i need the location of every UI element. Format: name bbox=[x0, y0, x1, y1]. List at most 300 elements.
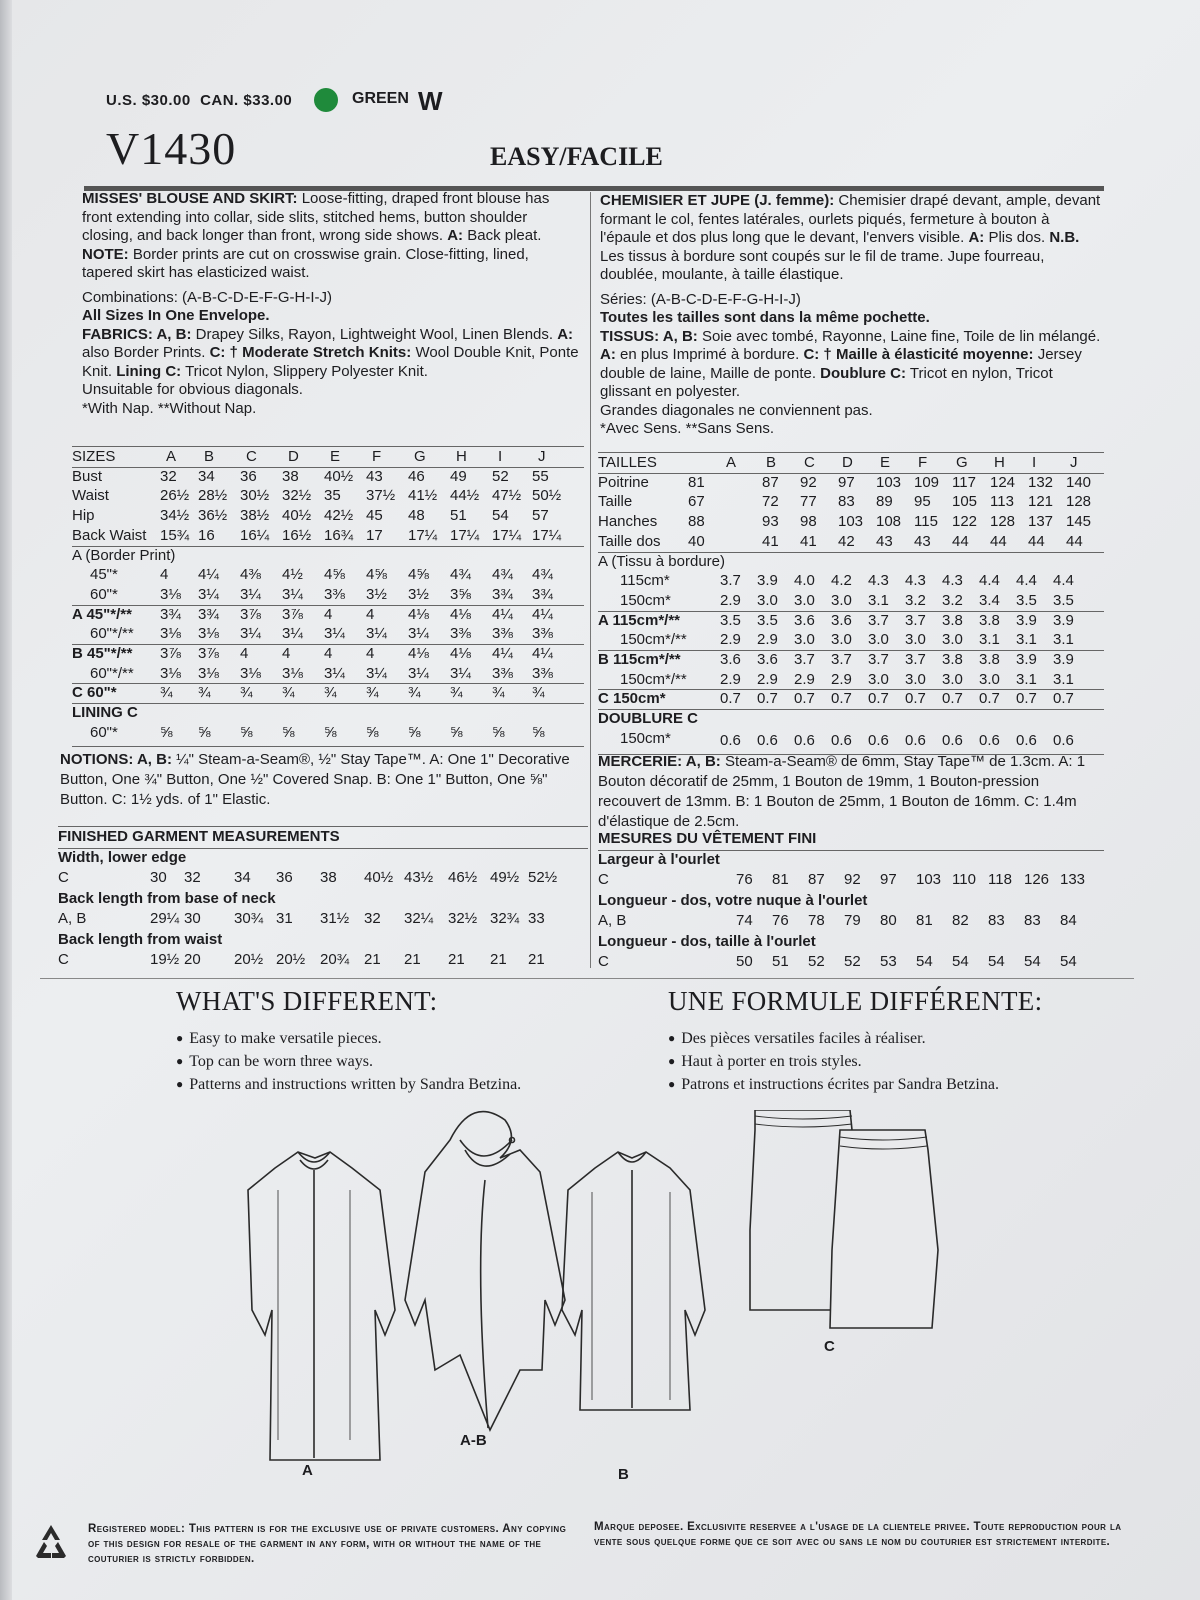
measure-value: 122 bbox=[952, 513, 978, 531]
yardage-value: 3⅛ bbox=[240, 664, 261, 682]
measure-value: 32½ bbox=[282, 487, 312, 505]
yardage-value: ¾ bbox=[366, 684, 379, 702]
yardage-value: 4⅝ bbox=[324, 566, 345, 584]
yardage-value: 4½ bbox=[282, 566, 303, 584]
yardage-value: 4 bbox=[324, 645, 333, 662]
meter-value: 2.9 bbox=[794, 670, 815, 688]
measure-value: 46 bbox=[408, 467, 425, 485]
measure-value: 57 bbox=[532, 507, 549, 525]
en-fabrics-a: A: bbox=[557, 325, 574, 343]
lining-yardage-value: ⅝ bbox=[532, 723, 545, 741]
english-size-table bbox=[72, 448, 584, 748]
measure-label: Hip bbox=[72, 507, 95, 525]
yardage-value: 3⅛ bbox=[160, 585, 181, 603]
meter-value: 4.3 bbox=[942, 572, 963, 590]
measure-label: Bust bbox=[72, 467, 103, 485]
yardage-value: 3¼ bbox=[450, 664, 471, 682]
yardage-value: 4⅛ bbox=[408, 645, 429, 662]
size-letter: B bbox=[766, 454, 777, 471]
meter-label: 115cm* bbox=[620, 572, 670, 590]
size-letter: F bbox=[918, 454, 928, 471]
meter-label: 150cm* bbox=[620, 591, 671, 609]
finished-row-label: C bbox=[598, 953, 609, 970]
finished-value: 32 bbox=[364, 910, 381, 927]
section-rule bbox=[40, 978, 1134, 979]
difficulty-label: EASY/FACILE bbox=[490, 142, 663, 171]
measure-value: 72 bbox=[762, 493, 779, 511]
finished-value: 20½ bbox=[234, 951, 264, 968]
yardage-value: 4¼ bbox=[198, 566, 219, 584]
measure-value: 17¼ bbox=[492, 526, 522, 544]
en-fabrics-3: Wool Double Knit, Ponte Knit. bbox=[82, 344, 579, 380]
yardage-value: 3⅛ bbox=[198, 625, 219, 643]
table-rule bbox=[58, 826, 588, 827]
finished-value: 38 bbox=[320, 869, 337, 886]
fr-tissus-3: Jersey double de laine, Maille de ponte. bbox=[600, 346, 1082, 382]
meter-value: 4.3 bbox=[868, 572, 889, 590]
measure-value: 128 bbox=[990, 513, 1016, 531]
meter-label: C 150cm* bbox=[598, 690, 666, 708]
finished-value: 87 bbox=[808, 871, 825, 888]
measure-value: 17¼ bbox=[450, 526, 480, 544]
doublure-meter-value: 0.6 bbox=[868, 731, 889, 749]
meter-value: 0.7 bbox=[757, 690, 778, 708]
yardage-value: 3⅝ bbox=[450, 585, 471, 603]
french-size-table bbox=[598, 454, 1104, 754]
yardage-value: 4¾ bbox=[450, 566, 471, 584]
yardage-value: 4 bbox=[324, 605, 333, 623]
meter-value: 3.7 bbox=[794, 651, 815, 668]
measure-value: 95 bbox=[914, 493, 931, 511]
measure-value: 124 bbox=[990, 473, 1016, 491]
en-title: MISSES' BLOUSE AND SKIRT: bbox=[82, 190, 298, 207]
fr-nb-label: N.B. bbox=[1049, 229, 1080, 246]
yardage-value: 3¼ bbox=[282, 625, 303, 643]
finished-value: 32¼ bbox=[404, 910, 434, 927]
finished-value: 21 bbox=[490, 951, 507, 968]
fr-nap: *Avec Sens. **Sans Sens. bbox=[600, 420, 774, 437]
finished-value: 84 bbox=[1060, 912, 1077, 929]
en-fabrics-label: FABRICS: A, B: bbox=[82, 325, 192, 343]
table-rule bbox=[72, 746, 584, 747]
measure-value: 109 bbox=[914, 473, 940, 491]
yardage-value: 3¼ bbox=[198, 585, 219, 603]
en-a-desc: Back pleat. bbox=[467, 227, 542, 244]
measure-value: 97 bbox=[838, 473, 855, 491]
en-combinations: Combinations: (A-B-C-D-E-F-G-H-I-J) bbox=[82, 288, 333, 306]
view-a-label: A bbox=[302, 1462, 313, 1479]
meter-value: 0.7 bbox=[942, 690, 963, 708]
meter-value: 3.9 bbox=[1053, 611, 1074, 629]
view-c-illustration bbox=[750, 1110, 938, 1328]
finished-title: FINISHED GARMENT MEASUREMENTS bbox=[58, 828, 340, 845]
finished-value: 54 bbox=[1060, 953, 1077, 970]
yardage-label: C 60"* bbox=[72, 684, 117, 702]
meter-value: 3.7 bbox=[905, 651, 926, 668]
yardage-label: 45"* bbox=[90, 566, 118, 584]
meter-value: 3.7 bbox=[868, 611, 889, 629]
finished-value: 52 bbox=[844, 953, 861, 970]
doublure-meter-value: 0.6 bbox=[720, 731, 741, 749]
measure-value: 34½ bbox=[160, 507, 190, 525]
size-letter: B bbox=[204, 448, 215, 465]
meter-value: 2.9 bbox=[720, 670, 741, 688]
footer-french: Marque deposee. Exclusivite reservee a l'usage de la clientele privee. Toute reproduction pour la vente sous quelque forme que ce soit avec ou sans le nom du couturier est strictement interdite. bbox=[594, 1521, 1122, 1548]
lining-yardage-value: ⅝ bbox=[324, 723, 337, 741]
finished-value: 30¾ bbox=[234, 910, 264, 927]
measure-value: 47½ bbox=[492, 487, 522, 505]
lining-yardage-value: ⅝ bbox=[408, 723, 421, 741]
meter-value: 0.7 bbox=[868, 690, 889, 708]
measure-value: 117 bbox=[952, 473, 976, 491]
yardage-value: ¾ bbox=[532, 684, 545, 702]
meter-value: 0.7 bbox=[720, 690, 741, 708]
measure-value: 17¼ bbox=[408, 526, 438, 544]
yardage-value: 3¼ bbox=[240, 625, 261, 643]
measure-value: 145 bbox=[1066, 513, 1092, 531]
yardage-value: 3¼ bbox=[408, 625, 429, 643]
view-a-illustration bbox=[248, 1152, 395, 1460]
measure-value: 92 bbox=[800, 473, 817, 491]
measure-value: 87 bbox=[762, 473, 779, 491]
en-note: Border prints are cut on crosswise grain. Close-fitting, lined, tapered skirt has elasticized waist. bbox=[82, 245, 529, 281]
measure-value: 128 bbox=[1066, 493, 1092, 511]
measure-value: 43 bbox=[876, 532, 893, 550]
finished-value: 80 bbox=[880, 912, 897, 929]
en-fabrics: Drapey Silks, Rayon, Lightweight Wool, Linen Blends. bbox=[195, 325, 554, 343]
category-letter: W bbox=[418, 86, 443, 116]
meter-value: 4.4 bbox=[1016, 572, 1037, 590]
meter-label: 150cm*/** bbox=[620, 631, 687, 649]
recycle-icon bbox=[28, 1520, 74, 1566]
finished-subtitle: Back length from waist bbox=[58, 930, 223, 948]
finished-subtitle: Largeur à l'ourlet bbox=[598, 850, 720, 868]
measure-value: 55 bbox=[532, 467, 549, 485]
finished-value: 32 bbox=[184, 869, 201, 886]
border-print-label: A (Tissu à bordure) bbox=[598, 552, 725, 570]
une-formule-title: UNE FORMULE DIFFÉRENTE: bbox=[668, 986, 1043, 1016]
whats-different-title: WHAT'S DIFFERENT: bbox=[176, 986, 438, 1016]
meter-value: 3.1 bbox=[1016, 670, 1037, 688]
une-formule-item: ● Des pièces versatiles faciles à réaliser. bbox=[668, 1027, 1128, 1050]
measure-value: 52 bbox=[492, 467, 509, 485]
lining-yardage-value: ⅝ bbox=[492, 723, 505, 741]
size-letter: G bbox=[414, 448, 426, 465]
finished-value: 83 bbox=[1024, 912, 1041, 929]
yardage-value: 3⅜ bbox=[324, 585, 345, 603]
fr-nb: Les tissus à bordure sont coupés sur le fil de trame. Jupe fourreau, doublée, moulante, à taille élastique. bbox=[600, 247, 1045, 283]
measure-value: 43 bbox=[366, 467, 383, 485]
measure-value: 88 bbox=[688, 513, 705, 531]
meter-value: 3.0 bbox=[905, 670, 926, 688]
yardage-label: 60"*/** bbox=[90, 625, 134, 643]
finished-subtitle: Longueur - dos, votre nuque à l'ourlet bbox=[598, 891, 868, 909]
fr-doublure-label: Doublure C: bbox=[820, 364, 906, 382]
yardage-value: 4⅛ bbox=[450, 645, 471, 662]
meter-value: 0.7 bbox=[1053, 690, 1074, 708]
yardage-value: 3¾ bbox=[492, 585, 513, 603]
meter-value: 4.3 bbox=[905, 572, 926, 590]
envelope-edge bbox=[0, 0, 12, 1600]
meter-value: 2.9 bbox=[720, 631, 741, 649]
yardage-value: 4¼ bbox=[492, 605, 513, 623]
meter-value: 3.8 bbox=[979, 651, 1000, 668]
finished-subtitle: Longueur - dos, taille à l'ourlet bbox=[598, 932, 816, 950]
yardage-value: 4¾ bbox=[532, 566, 553, 584]
size-letter: C bbox=[246, 448, 257, 465]
yardage-value: ¾ bbox=[198, 684, 211, 702]
measure-value: 30½ bbox=[240, 487, 270, 505]
measure-value: 44 bbox=[990, 532, 1007, 550]
fr-tissus-2: en plus Imprimé à bordure. bbox=[620, 346, 800, 363]
yardage-value: 4 bbox=[160, 566, 169, 584]
finished-value: 19½ bbox=[150, 951, 180, 968]
measure-label: Back Waist bbox=[72, 526, 147, 544]
finished-value: 21 bbox=[364, 951, 381, 968]
meter-value: 3.7 bbox=[868, 651, 889, 668]
fr-mercerie-label: MERCERIE: A, B: bbox=[598, 753, 721, 770]
en-lining-label: Lining C: bbox=[116, 362, 182, 380]
size-letter: I bbox=[498, 448, 503, 465]
meter-value: 0.7 bbox=[794, 690, 815, 708]
yardage-value: 3¼ bbox=[408, 664, 429, 682]
meter-value: 3.5 bbox=[1016, 591, 1037, 609]
yardage-value: 4⅛ bbox=[450, 605, 471, 623]
en-fabrics-2: also Border Prints. bbox=[82, 344, 206, 361]
yardage-value: 4¼ bbox=[492, 645, 513, 662]
meter-value: 3.5 bbox=[757, 611, 778, 629]
whats-different bbox=[176, 986, 636, 1096]
doublure-meter-value: 0.6 bbox=[831, 731, 852, 749]
measure-value: 17 bbox=[366, 526, 383, 544]
doublure-meter-value: 0.6 bbox=[757, 731, 778, 749]
finished-value: 20½ bbox=[276, 951, 306, 968]
fr-a-label: A: bbox=[968, 229, 985, 246]
french-notions bbox=[598, 752, 1104, 832]
measure-value: 43 bbox=[914, 532, 931, 550]
finished-value: 92 bbox=[844, 871, 861, 888]
meter-value: 3.7 bbox=[720, 572, 741, 590]
meter-value: 3.9 bbox=[757, 572, 778, 590]
measure-value: 17¼ bbox=[532, 526, 562, 544]
english-finished-measurements bbox=[58, 828, 588, 978]
measure-value: 108 bbox=[876, 513, 902, 531]
en-notions: ¼" Steam-a-Seam®, ½" Stay Tape™. A: One 1" Decorative Button, One ¾" Button, One ½" Covered Snap. B: One 1" Button, One ⅝" Button. C: 1½ yds. of 1" Elastic. bbox=[60, 751, 570, 808]
doublure-meter-value: 0.6 bbox=[794, 731, 815, 749]
yardage-value: 3⅜ bbox=[532, 664, 553, 682]
size-letter: G bbox=[956, 454, 968, 471]
yardage-value: 3⅛ bbox=[282, 664, 303, 682]
measure-value: 113 bbox=[990, 493, 1014, 511]
color-dot-icon bbox=[314, 88, 338, 112]
yardage-value: ¾ bbox=[492, 684, 505, 702]
size-letter: A bbox=[726, 454, 737, 471]
finished-value: 52 bbox=[808, 953, 825, 970]
en-lining: Tricot Nylon, Slippery Polyester Knit. bbox=[185, 362, 428, 380]
en-note-label: NOTE: bbox=[82, 245, 129, 263]
lining-yardage-value: ⅝ bbox=[366, 723, 379, 741]
measure-value: 51 bbox=[450, 507, 467, 525]
finished-value: 32¾ bbox=[490, 910, 520, 927]
measure-value: 89 bbox=[876, 493, 893, 511]
finished-value: 97 bbox=[880, 871, 897, 888]
finished-value: 82 bbox=[952, 912, 969, 929]
fr-all-sizes: Toutes les tailles sont dans la même pochette. bbox=[600, 309, 930, 326]
finished-value: 29¼ bbox=[150, 910, 180, 927]
une-formule-item: ● Haut à porter en trois styles. bbox=[668, 1050, 1128, 1073]
meter-label: A 115cm*/** bbox=[598, 611, 681, 629]
measure-value: 38 bbox=[282, 467, 299, 485]
finished-value: 46½ bbox=[448, 869, 478, 886]
yardage-value: 3⅞ bbox=[198, 645, 219, 662]
measure-label: Taille dos bbox=[598, 532, 661, 550]
meter-value: 3.0 bbox=[868, 631, 889, 649]
yardage-value: 3½ bbox=[366, 585, 387, 603]
yardage-value: 3⅞ bbox=[160, 645, 181, 662]
size-letter: J bbox=[538, 448, 546, 465]
en-desc: Loose-fitting, draped front blouse has front extending into collar, side slits, stitched hems, button shoulder closing, and back longer than front, wrong side shows. bbox=[82, 190, 550, 244]
meter-value: 3.6 bbox=[757, 651, 778, 668]
yardage-value: 3¼ bbox=[324, 625, 345, 643]
meter-value: 3.1 bbox=[868, 591, 889, 609]
measure-value: 44 bbox=[1028, 532, 1045, 550]
price-line bbox=[106, 92, 292, 109]
finished-value: 30 bbox=[184, 910, 201, 927]
finished-row-label: A, B bbox=[598, 912, 627, 929]
yardage-value: 4¼ bbox=[532, 645, 553, 662]
doublure-meter-value: 0.6 bbox=[905, 731, 926, 749]
yardage-value: 4¼ bbox=[532, 605, 553, 623]
meter-value: 3.0 bbox=[757, 591, 778, 609]
yardage-value: 3⅞ bbox=[240, 605, 261, 623]
finished-subtitle: Back length from base of neck bbox=[58, 889, 276, 907]
yardage-value: ¾ bbox=[282, 684, 295, 702]
measure-label: Hanches bbox=[598, 513, 658, 531]
meter-value: 3.8 bbox=[942, 611, 963, 629]
meter-value: 2.9 bbox=[831, 670, 852, 688]
finished-title: MESURES DU VÊTEMENT FINI bbox=[598, 830, 817, 847]
sizes-header: TAILLES bbox=[598, 454, 657, 471]
finished-value: 50 bbox=[736, 953, 753, 970]
finished-value: 54 bbox=[1024, 953, 1041, 970]
finished-row-label: A, B bbox=[58, 910, 87, 927]
yardage-value: 4⅜ bbox=[240, 566, 261, 584]
meter-value: 3.6 bbox=[831, 611, 852, 629]
finished-value: 54 bbox=[952, 953, 969, 970]
measure-value: 103 bbox=[838, 513, 864, 531]
yardage-value: ¾ bbox=[408, 684, 421, 702]
yardage-label: 60"* bbox=[90, 585, 118, 603]
whats-different-item: ● Patterns and instructions written by Sandra Betzina. bbox=[176, 1073, 636, 1096]
yardage-value: ¾ bbox=[324, 684, 337, 702]
meter-value: 3.9 bbox=[1016, 611, 1037, 629]
doublure-label: DOUBLURE C bbox=[598, 710, 698, 728]
meter-value: 0.7 bbox=[831, 690, 852, 708]
meter-value: 3.2 bbox=[942, 591, 963, 609]
fr-title: CHEMISIER ET JUPE (J. femme): bbox=[600, 192, 835, 209]
finished-value: 118 bbox=[988, 871, 1012, 888]
finished-value: 51 bbox=[772, 953, 789, 970]
measure-value: 35 bbox=[324, 487, 341, 505]
meter-value: 4.2 bbox=[831, 572, 852, 590]
finished-value: 43½ bbox=[404, 869, 434, 886]
whats-different-item: ● Easy to make versatile pieces. bbox=[176, 1027, 636, 1050]
finished-value: 83 bbox=[988, 912, 1005, 929]
view-b-label: B bbox=[618, 1466, 629, 1483]
measure-value: 140 bbox=[1066, 473, 1092, 491]
measure-value: 67 bbox=[688, 493, 705, 511]
view-c-label: C bbox=[824, 1338, 835, 1355]
finished-value: 54 bbox=[988, 953, 1005, 970]
finished-value: 126 bbox=[1024, 871, 1050, 888]
fr-doublure: Tricot en nylon, Tricot glissant en polyester. bbox=[600, 364, 1053, 400]
measure-value: 15¾ bbox=[160, 526, 190, 544]
size-letter: J bbox=[1070, 454, 1078, 471]
measure-value: 16½ bbox=[282, 526, 312, 544]
finished-value: 21 bbox=[404, 951, 421, 968]
header bbox=[100, 86, 1100, 176]
finished-value: 30 bbox=[150, 869, 167, 886]
yardage-value: 3⅛ bbox=[198, 664, 219, 682]
doublure-meter-value: 0.6 bbox=[1016, 731, 1037, 749]
meter-value: 3.0 bbox=[794, 591, 815, 609]
measure-value: 50½ bbox=[532, 487, 562, 505]
table-rule bbox=[72, 446, 584, 447]
measure-label: Poitrine bbox=[598, 473, 649, 491]
measure-value: 77 bbox=[800, 493, 817, 511]
meter-value: 3.7 bbox=[831, 651, 852, 668]
meter-value: 4.0 bbox=[794, 572, 815, 590]
fr-series: Séries: (A-B-C-D-E-F-G-H-I-J) bbox=[600, 290, 801, 308]
yardage-value: 3¾ bbox=[198, 605, 219, 623]
yardage-value: 3⅜ bbox=[532, 625, 553, 643]
meter-value: 3.4 bbox=[979, 591, 1000, 609]
column-divider bbox=[590, 192, 591, 968]
meter-value: 0.7 bbox=[979, 690, 1000, 708]
yardage-label: A 45"*/** bbox=[72, 605, 132, 623]
finished-value: 79 bbox=[844, 912, 861, 929]
measure-value: 36½ bbox=[198, 507, 228, 525]
en-a-label: A: bbox=[447, 227, 464, 244]
meter-value: 3.0 bbox=[868, 670, 889, 688]
measure-value: 41½ bbox=[408, 487, 438, 505]
finished-value: 31½ bbox=[320, 910, 350, 927]
lining-yardage-value: ⅝ bbox=[240, 723, 253, 741]
finished-row-label: C bbox=[58, 869, 69, 886]
garment-illustrations bbox=[220, 1110, 1020, 1490]
finished-row-label: C bbox=[58, 951, 69, 968]
lining-yardage-value: ⅝ bbox=[160, 723, 173, 741]
lining-yardage-value: ⅝ bbox=[282, 723, 295, 741]
yardage-value: 4 bbox=[366, 605, 375, 623]
yardage-value: 4 bbox=[366, 645, 375, 662]
yardage-value: 3¾ bbox=[160, 605, 181, 623]
en-unsuitable: Unsuitable for obvious diagonals. bbox=[82, 381, 303, 398]
measure-value: 44 bbox=[952, 532, 969, 550]
finished-value: 32½ bbox=[448, 910, 478, 927]
yardage-value: 3¼ bbox=[240, 585, 261, 603]
size-letter: D bbox=[288, 448, 299, 465]
meter-value: 0.7 bbox=[1016, 690, 1037, 708]
measure-value: 137 bbox=[1028, 513, 1054, 531]
finished-value: 54 bbox=[916, 953, 933, 970]
measure-value: 45 bbox=[366, 507, 383, 525]
meter-value: 3.0 bbox=[794, 631, 815, 649]
finished-value: 78 bbox=[808, 912, 825, 929]
measure-value: 16¼ bbox=[240, 526, 270, 544]
meter-value: 3.1 bbox=[979, 631, 1000, 649]
yardage-label: 60"*/** bbox=[90, 664, 134, 682]
